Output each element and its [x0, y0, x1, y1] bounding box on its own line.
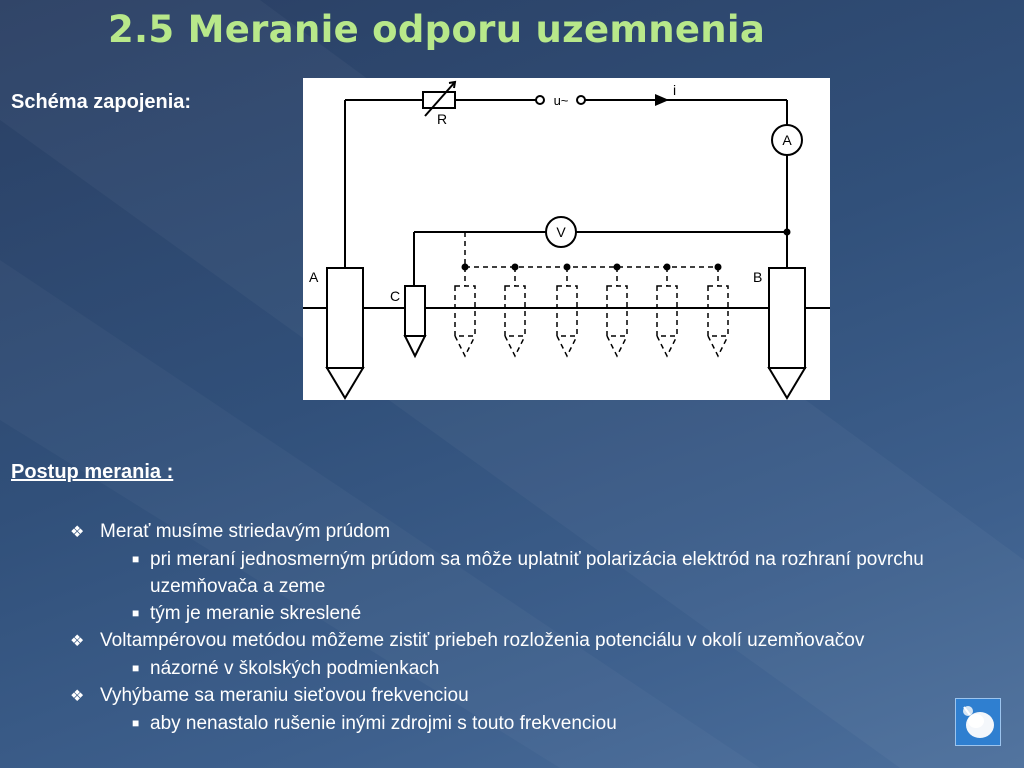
- label-current: i: [673, 82, 677, 98]
- source-terminal-right: [577, 96, 585, 104]
- label-voltmeter: V: [556, 224, 566, 240]
- label-electrode-B: B: [753, 269, 763, 285]
- diamond-cluster-icon: ❖: [70, 688, 85, 705]
- globe-icon: [956, 699, 1000, 745]
- source-terminal-left: [536, 96, 544, 104]
- probe-positions: [455, 267, 728, 356]
- circuit-diagram: [303, 78, 830, 400]
- square-bullet-icon: ■: [132, 716, 140, 730]
- list-item: ■ tým je meranie skreslené: [132, 600, 1010, 627]
- globe-nav-icon[interactable]: [955, 698, 1001, 746]
- square-bullet-icon: ■: [132, 606, 140, 620]
- slide-title: 2.5 Meranie odporu uzemnenia: [108, 8, 766, 51]
- square-bullet-icon: ■: [132, 661, 140, 675]
- electrode-C: [405, 286, 425, 336]
- label-electrode-A: A: [309, 269, 319, 285]
- list-item: ❖ Voltampérovou metódou môžeme zistiť priebeh rozloženia potenciálu v okolí uzemňovačov: [70, 627, 1010, 655]
- circuit-diagram-svg: [303, 78, 830, 400]
- electrode-A: [327, 268, 363, 368]
- procedure-heading: Postup merania :: [11, 461, 174, 483]
- diamond-cluster-icon: ❖: [70, 524, 85, 541]
- label-R: R: [436, 111, 448, 127]
- list-item: ■ názorné v školských podmienkach: [132, 655, 1010, 682]
- label-electrode-C: C: [390, 288, 401, 304]
- square-bullet-icon: ■: [132, 552, 140, 566]
- label-source: u~: [553, 93, 569, 108]
- list-item: ■ aby nenastalo rušenie inými zdrojmi s touto frekvenciou: [132, 710, 1010, 737]
- electrode-B: [769, 268, 805, 368]
- procedure-list: [70, 518, 1010, 737]
- list-item: ❖ Vyhýbame sa meraniu sieťovou frekvenciou: [70, 682, 1010, 710]
- list-item: ❖ Merať musíme striedavým prúdom: [70, 518, 1010, 546]
- diamond-cluster-icon: ❖: [70, 633, 85, 650]
- list-item: ■ pri meraní jednosmerným prúdom sa môže uplatniť polarizácia elektród na rozhraní povrchu uzemňovača a zeme: [132, 546, 1020, 600]
- schema-label: Schéma zapojenia:: [11, 91, 192, 113]
- label-ammeter: A: [782, 132, 792, 148]
